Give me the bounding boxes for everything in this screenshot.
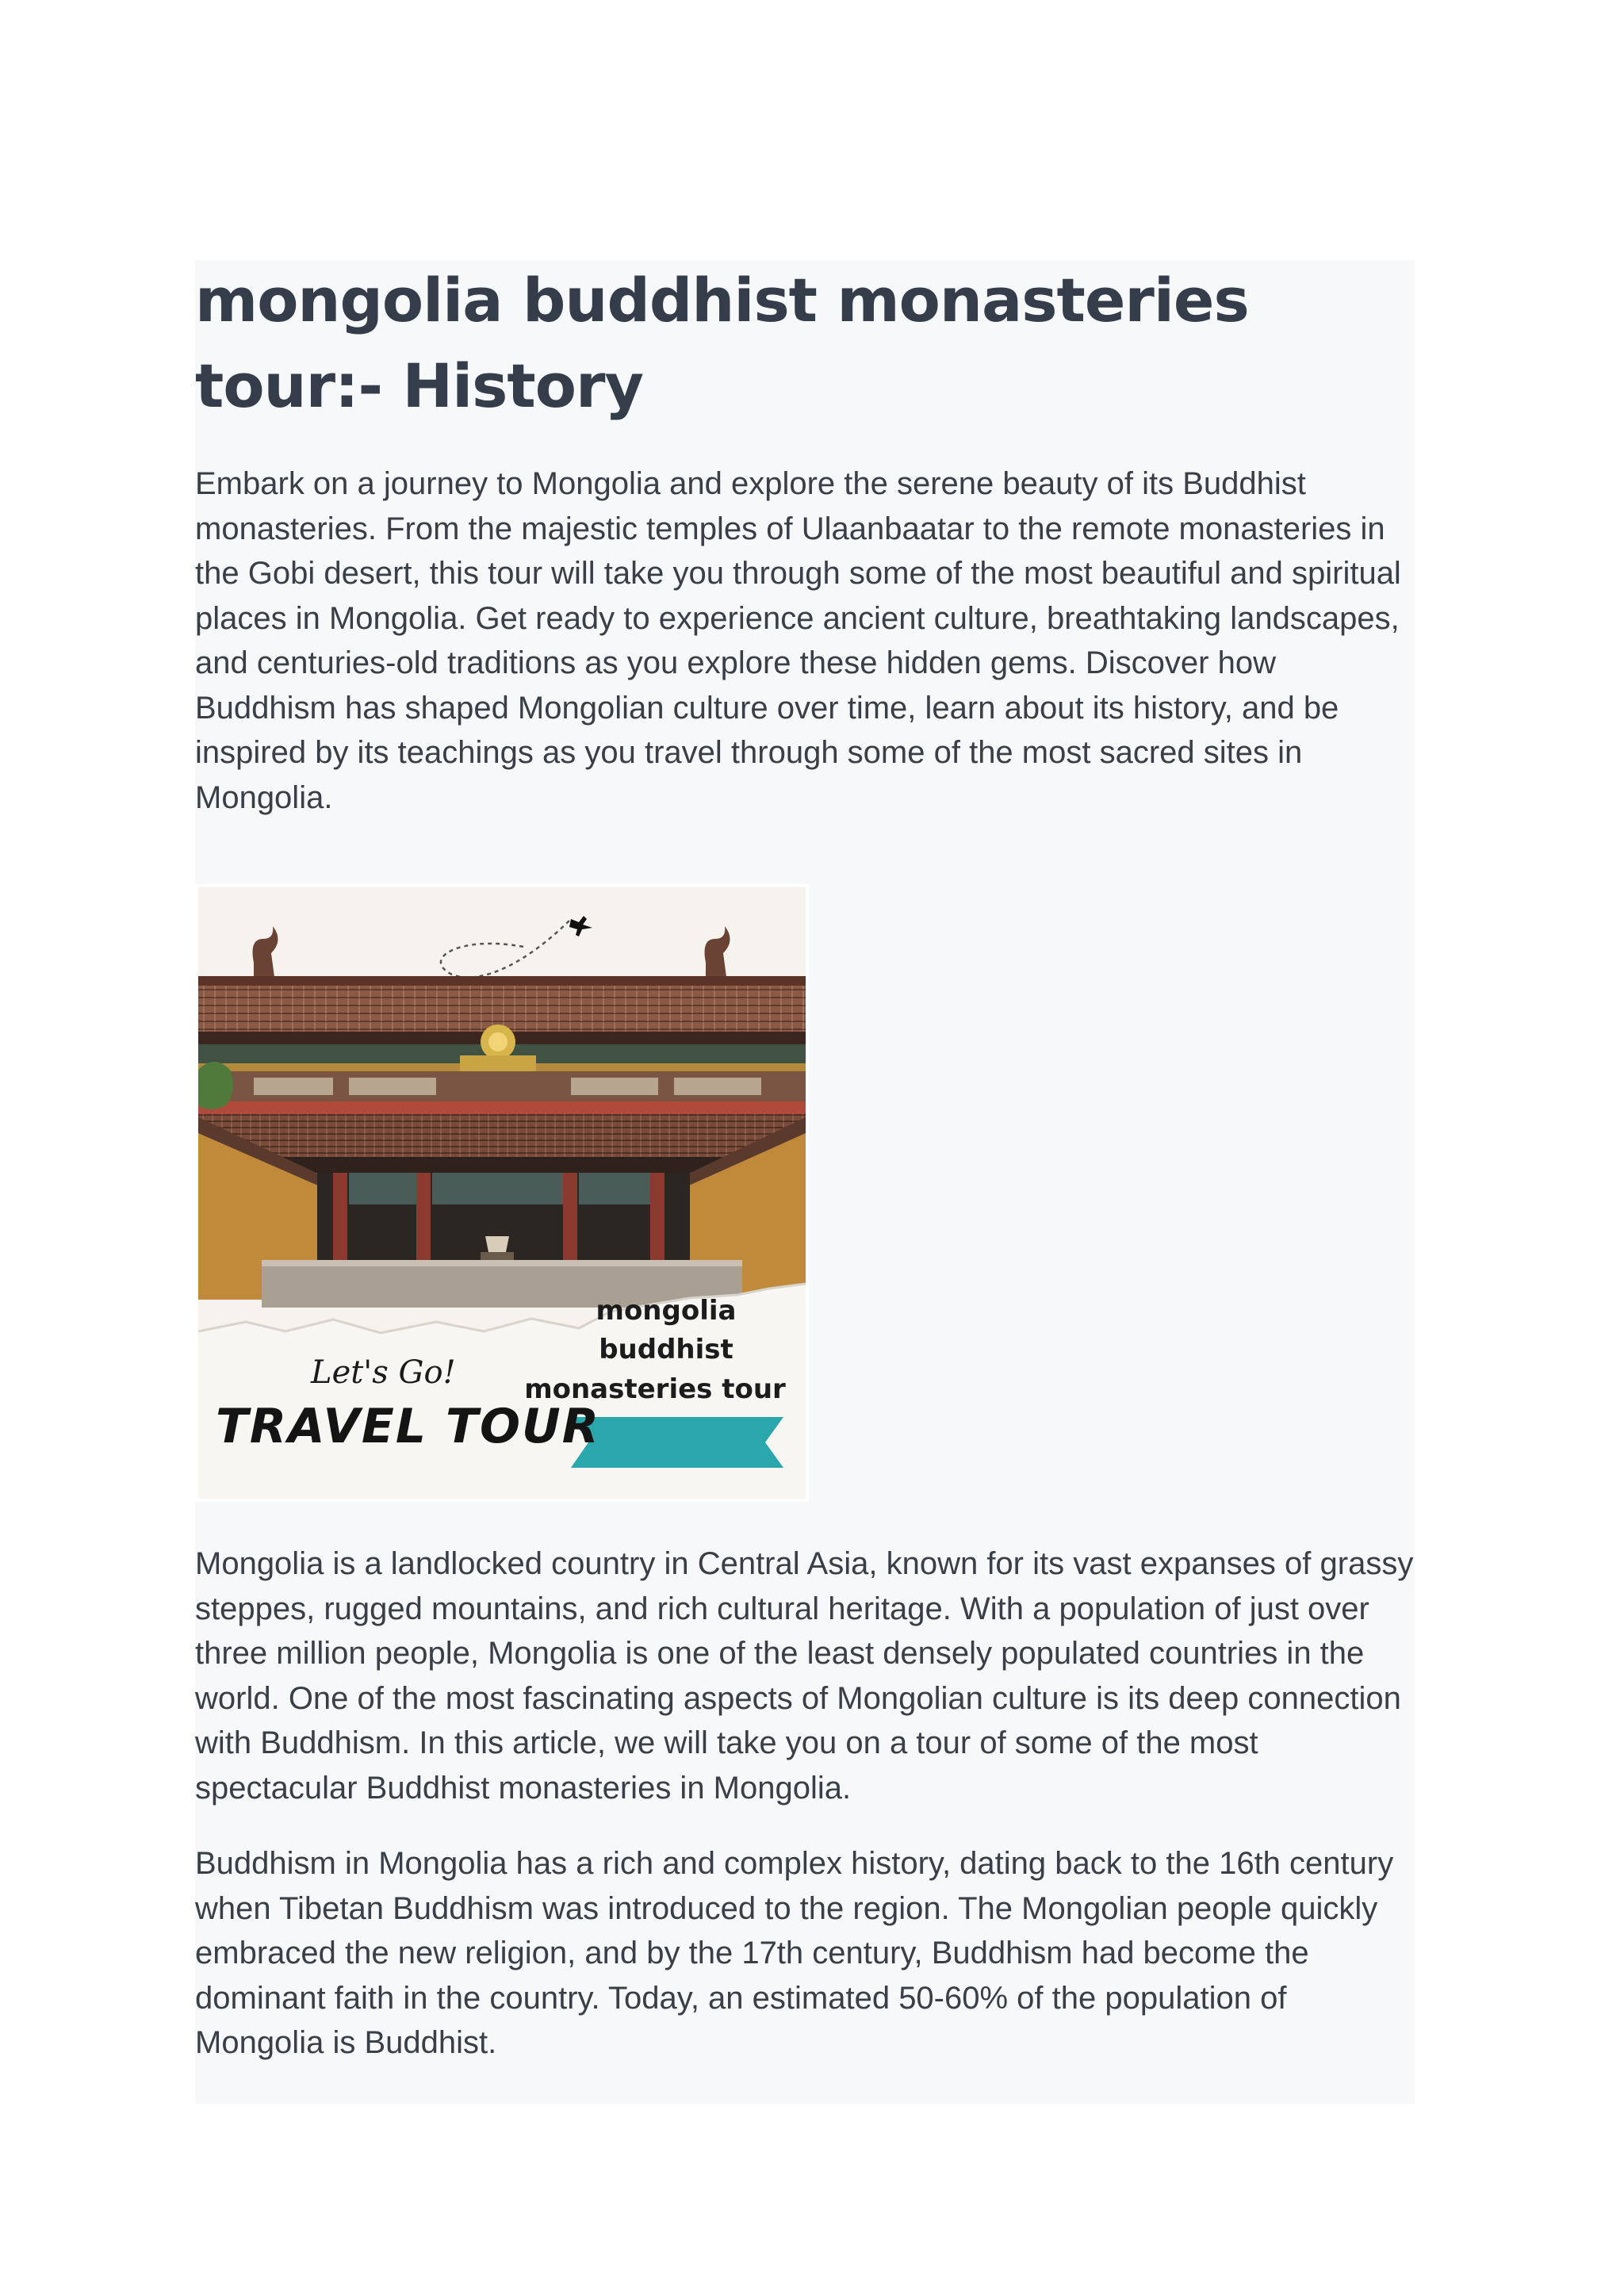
intro-paragraph: Embark on a journey to Mongolia and explore the serene beauty of its Buddhist monasteries. From the majestic temples of Ulaanbaatar to the remote monasteries in the Gobi desert, this tour will take you through some of the most beautiful and spiritual places in Mongolia. Get ready to experience ancient culture, breathtaking landscapes, and centuries-old traditions as you explore these hidden gems. Discover how Buddhism has shaped Mongolian culture over time, learn about its history, and be inspired by its teachings as you travel through some of the most sacred sites in Mongolia. bbox=[195, 466, 1401, 815]
monastery-illustration bbox=[198, 887, 806, 1499]
article-title: mongolia buddhist monasteries tour:- History bbox=[195, 265, 1249, 421]
mongolia-overview-paragraph: Mongolia is a landlocked country in Central Asia, known for its vast expanses of grassy steppes, rugged mountains, and rich cultural heritage. With a population of just over three million people, Mongolia is one of the least densely populated countries in the world. One of the most fascinating aspects of Mongolian culture is its deep connection with Buddhism. In this article, we will take you on a tour of some of the most spectacular Buddhist monasteries in Mongolia. bbox=[195, 1546, 1414, 1806]
caption-line-1: mongolia bbox=[596, 1295, 737, 1327]
lets-go-text: Let's Go! bbox=[311, 1354, 456, 1391]
buddhism-history-paragraph: Buddhism in Mongolia has a rich and complex history, dating back to the 16th century when Tibetan Buddhism was introduced to the region. The Mongolian people quickly embraced the new religion, and by the 17th century, Buddhism had become the dominant faith in the country. Today, an estimated 50-60% of the population of Mongolia is Buddhist. bbox=[195, 1846, 1394, 2060]
ribbon-banner bbox=[571, 1417, 783, 1468]
caption-line-2: buddhist bbox=[599, 1334, 733, 1365]
monastery-tour-image bbox=[195, 884, 809, 1502]
caption-line-3: monasteries tour bbox=[524, 1373, 786, 1405]
travel-tour-text: TRAVEL TOUR bbox=[216, 1399, 600, 1454]
